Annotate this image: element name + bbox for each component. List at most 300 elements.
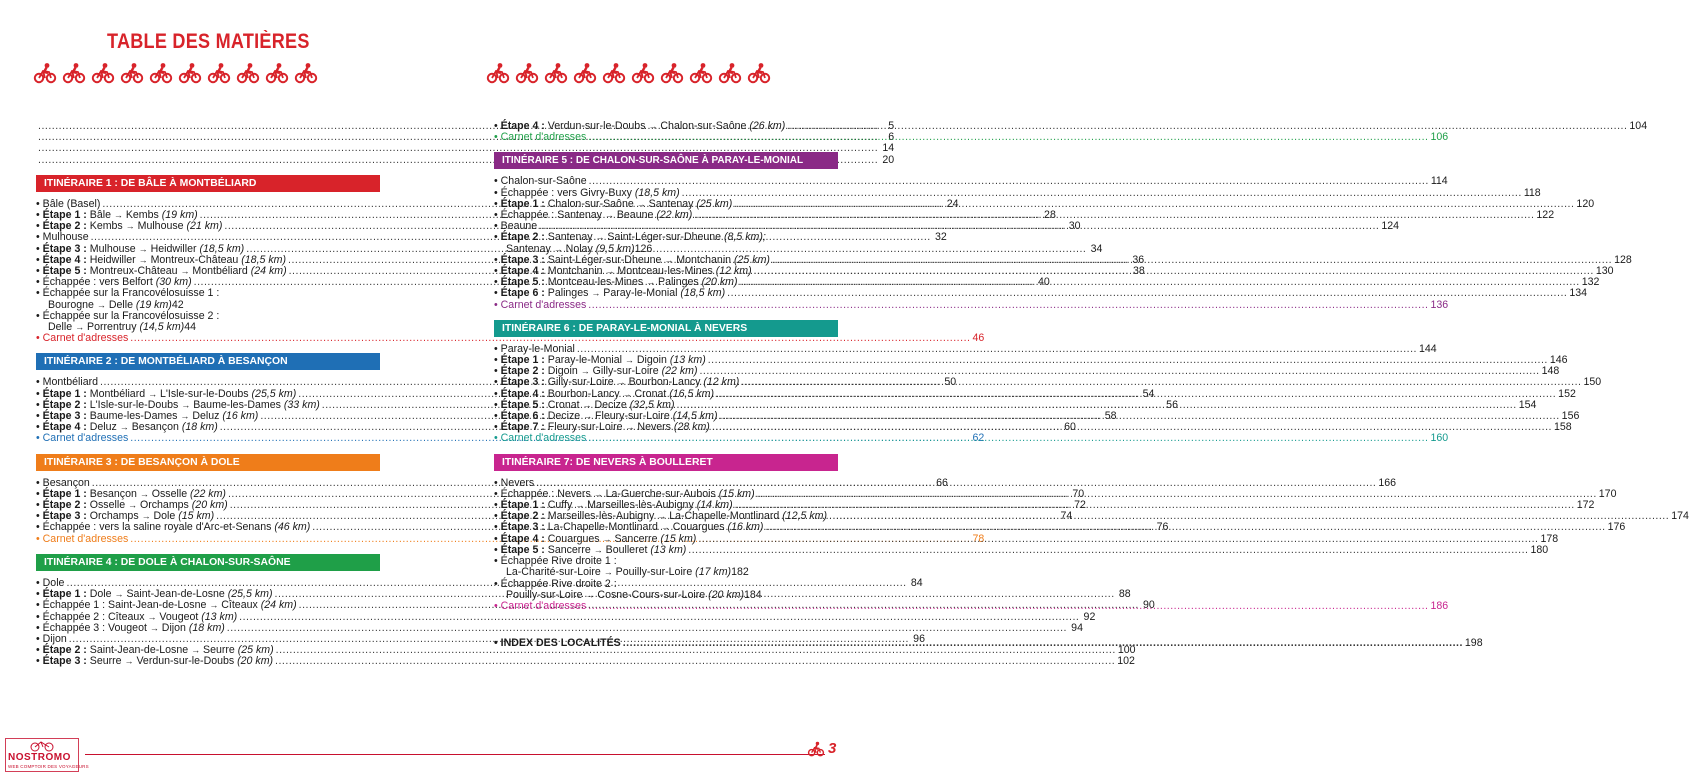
entry-prefix: •: [36, 588, 43, 601]
stage-label: Étape 3 :: [500, 376, 545, 389]
page-number-ref: 58: [1104, 410, 1117, 423]
distance: (18 km): [181, 421, 218, 434]
stage-from: Cuffy: [544, 499, 576, 512]
page-number-ref: 90: [1143, 599, 1155, 612]
stage-to: Heidwiller: [147, 242, 200, 255]
logo-subtitle: WEB COMPTOIR DES VOYAGEURS: [8, 764, 89, 769]
stage-from: Sancerre: [544, 543, 594, 556]
page-number-ref: 30: [1068, 220, 1081, 233]
cyclist-icon: [545, 62, 567, 84]
stage-label: Étape 4 :: [500, 120, 545, 132]
arrow-icon: →: [616, 377, 626, 388]
cyclist-icon: [208, 62, 230, 84]
stage-from: Digoin: [544, 365, 581, 378]
stage-to: Marseilles-lès-Aubigny: [584, 499, 697, 512]
cyclist-icon: [63, 62, 85, 84]
distance: (15 km): [660, 532, 697, 545]
stage-to: Palinges: [655, 276, 702, 289]
arrow-icon: →: [148, 388, 158, 399]
arrow-icon: →: [114, 589, 124, 600]
cyclist-icon: [603, 62, 625, 84]
page-number-ref: 94: [1071, 621, 1083, 634]
stage-label: Étape 6 :: [500, 410, 545, 423]
entry-prefix: • Chalon-sur-Saône: [494, 175, 587, 188]
stage-from: Seurre: [86, 655, 125, 668]
stage-label: Étape 4 :: [500, 532, 545, 545]
stage-label: Étape 4 :: [42, 253, 87, 266]
page-number-ref: 186: [1430, 599, 1449, 612]
page-number-ref: 56: [1166, 398, 1178, 411]
entry-prefix: •: [494, 499, 501, 512]
entry-prefix: • Échappée 1 : Saint-Jean-de-Losne: [36, 599, 210, 612]
itinerary-4-address-book[interactable]: [494, 131, 1449, 144]
page-number-ref: 126: [634, 242, 653, 255]
entry-prefix: •: [36, 655, 43, 668]
entry-text: [36, 656, 273, 667]
stage-from: Bâle: [86, 209, 114, 222]
stage-from: Pouilly-sur-Loire: [506, 588, 586, 601]
distance: (25 km): [734, 253, 770, 266]
page-number-ref: 132: [1581, 276, 1600, 289]
page-number-ref: 146: [1549, 354, 1568, 367]
cyclist-icon: [295, 62, 317, 84]
page-number-ref: 160: [1430, 432, 1449, 445]
arrow-icon: →: [660, 522, 670, 533]
cyclist-icon: [748, 62, 770, 84]
distance: (16 km): [727, 521, 764, 534]
page-number-ref: 54: [1142, 387, 1155, 400]
page-number-ref: 38: [1132, 265, 1145, 278]
entry-prefix: •: [36, 421, 43, 434]
entry-prefix: •: [494, 543, 501, 556]
entry-prefix: • Paray-le-Monial: [494, 342, 575, 355]
stage-to: La-Chapelle-Montlinard: [666, 510, 783, 523]
arrow-icon: →: [113, 210, 123, 221]
stage-to: Orchamps: [137, 499, 192, 512]
page-number-ref: 118: [1523, 186, 1541, 199]
dot-leader: [588, 601, 1428, 612]
cyclist-icon-row-left: [34, 62, 317, 84]
stage-to: Saint-Léger-sur-Dheune: [604, 231, 725, 244]
entry-prefix: • Dijon: [36, 632, 67, 645]
stage-label: Étape 3 :: [500, 521, 545, 534]
stage-to: Verdun-sur-le-Doubs: [133, 655, 238, 668]
arrow-icon: →: [180, 266, 190, 277]
distance: (20 km): [701, 276, 738, 289]
stage-to: Dijon: [158, 621, 189, 634]
cyclist-icon: [719, 62, 741, 84]
page-title: TABLE DES MATIÈRES: [107, 30, 310, 53]
stage-to: Besançon: [128, 421, 182, 434]
address-book-label: • Carnet d'adresses: [36, 332, 129, 345]
page-number-block: [806, 740, 836, 757]
distance: (25 km): [237, 644, 274, 657]
toc-entry[interactable]: [36, 142, 895, 155]
entry-prefix: •: [494, 231, 501, 244]
stage-label: Étape 1 :: [500, 197, 545, 210]
page-number-ref: 174: [1671, 510, 1689, 523]
address-book-label: • Carnet d'adresses: [36, 432, 129, 445]
distance: (26 km): [749, 120, 786, 132]
distance: (14,5 km): [672, 410, 718, 423]
index-label: • INDEX DES LOCALITÉS: [494, 637, 621, 650]
distance: (17 km): [695, 566, 732, 579]
itinerary-5-address-book[interactable]: [494, 298, 1449, 311]
stage-to: Sancerre: [611, 532, 661, 545]
arrow-icon: →: [636, 198, 646, 209]
stage-label: Étape 4 :: [500, 387, 545, 400]
entry-prefix: •: [494, 354, 501, 367]
address-book-label: • Carnet d'adresses: [494, 131, 587, 144]
distance: (13 km): [650, 543, 687, 556]
arrow-icon: →: [582, 399, 592, 410]
page-number-ref: 102: [1117, 655, 1135, 668]
arrow-icon: →: [646, 277, 656, 288]
entry-prefix: •: [494, 510, 501, 523]
entry-prefix: •: [494, 253, 501, 266]
itinerary-1-address-book[interactable]: [36, 332, 985, 345]
page-number-ref: 76: [1156, 521, 1169, 534]
entry-prefix: •: [494, 265, 501, 278]
entry-prefix: •: [494, 398, 501, 411]
page-number-ref: 92: [1083, 610, 1096, 623]
arrow-icon: →: [119, 422, 129, 433]
address-book-label: • Carnet d'adresses: [494, 599, 587, 612]
entry-prefix: •: [494, 387, 501, 400]
nostromo-logo: [5, 738, 89, 772]
stage-from: Dole: [86, 588, 115, 601]
stage-to: Montreux-Château: [147, 253, 242, 266]
cyclist-icon: [487, 62, 509, 84]
escape-right-bank-2[interactable]: • Échappée Rive droite 2 : Pouilly-sur-Loire → Cosne-Cours-sur-Loire (20 km) 184: [494, 577, 762, 601]
distance: (15 km): [718, 487, 755, 500]
entry-text: [36, 522, 310, 533]
stage-from: Delle: [48, 321, 76, 334]
entry-prefix: •: [36, 487, 43, 500]
stage-to: Montbéliard: [189, 265, 251, 278]
arrow-icon: →: [657, 511, 667, 522]
toc-entry[interactable]: [36, 655, 1135, 668]
stage-label: Étape 3 :: [42, 410, 87, 423]
stage-label: Étape 2 :: [42, 644, 87, 657]
distance: (18,5 km): [680, 287, 726, 300]
stage-to: Digoin: [633, 354, 670, 367]
stage-from: Besançon: [86, 487, 140, 500]
stage-to: L'Isle-sur-le-Doubs: [157, 387, 252, 400]
stage-from: Fleury-sur-Loire: [544, 421, 626, 434]
distance: (13 km): [669, 354, 706, 367]
stage-label: Étape 2 :: [500, 365, 545, 378]
entry-prefix: •: [494, 376, 501, 389]
stage-from: Montceau-les-Mines: [544, 276, 647, 289]
logo-name: NOSTROMO: [8, 752, 71, 763]
arrow-icon: →: [138, 243, 148, 254]
distance: (16 km): [222, 410, 259, 423]
stage-label: Étape 3 :: [500, 253, 545, 266]
page-number-ref: 152: [1558, 387, 1576, 400]
stage-to: Cronat: [631, 387, 670, 400]
page-number-ref: 120: [1576, 197, 1595, 210]
arrow-icon: →: [580, 366, 590, 377]
page-number-ref: 50: [944, 376, 957, 389]
stage-label: Étape 2 :: [500, 510, 545, 523]
stage-label: Étape 3 :: [42, 510, 87, 523]
arrow-icon: →: [595, 232, 605, 243]
stage-to: Porrentruy: [84, 321, 140, 334]
page-number-ref: 170: [1598, 487, 1617, 500]
entry-prefix: •: [36, 644, 43, 657]
stage-from: Saint-Léger-sur-Dheune: [544, 253, 665, 266]
stage-from: Decize: [544, 410, 584, 423]
page-number-ref: 28: [1044, 209, 1056, 222]
dot-leader: [765, 522, 1605, 533]
escape-francovelosuisse-1[interactable]: • Échappée sur la Francovélosuisse 1 : Bourogne → Delle (19 km) 42: [36, 287, 220, 311]
page-number-ref: 128: [1614, 253, 1632, 266]
entry-prefix: • Échappée : vers Belfort: [36, 276, 156, 289]
stage-from: Montreux-Château: [86, 265, 181, 278]
stage-to: Couargues: [669, 521, 728, 534]
stage-to: Mulhouse: [134, 220, 187, 233]
distance: (21 km): [186, 220, 223, 233]
stage-to: Deluz: [189, 410, 223, 423]
stage-label: Étape 1 :: [42, 487, 87, 500]
itinerary-5-stage-2[interactable]: [494, 232, 838, 254]
distance: (30 km): [155, 276, 192, 289]
entry-prefix: •: [494, 410, 501, 423]
arrow-icon: →: [575, 500, 585, 511]
stage-label: Étape 3 :: [42, 655, 87, 668]
stage-from: Paray-le-Monial: [544, 354, 625, 367]
dot-leader: [588, 433, 1428, 444]
distance: (22 km): [190, 487, 226, 500]
stage-to: Bourbon-Lancy: [625, 376, 704, 389]
stage-from: Cronat: [544, 398, 583, 411]
page-number-ref: 156: [1561, 410, 1580, 423]
stage-label: Étape 1 :: [500, 499, 545, 512]
escape-right-bank-1[interactable]: • Échappée Rive droite 1 : La-Charité-sur-Loire → Pouilly-sur-Loire (17 km) 182: [494, 555, 749, 579]
stage-label: Étape 2 :: [42, 398, 87, 411]
entry-prefix: •: [36, 398, 43, 411]
stage-to: Beaune: [613, 209, 657, 222]
stage-from: Baume-les-Dames: [86, 410, 181, 423]
stage-from: Deluz: [86, 421, 120, 434]
page-number-ref: 44: [184, 321, 196, 334]
page-number-ref: 166: [1378, 476, 1397, 489]
stage-label: Étape 4 :: [500, 265, 545, 278]
distance: (25,5 km): [251, 387, 297, 400]
distance: (20 km): [708, 588, 745, 601]
page-number-ref: 130: [1595, 265, 1614, 278]
toc-entry[interactable]: [494, 287, 1588, 300]
entry-prefix: •: [494, 532, 501, 545]
stage-label: Étape 1 :: [42, 588, 87, 601]
arrow-icon: →: [209, 600, 219, 611]
entry-prefix: • Besançon: [36, 476, 90, 489]
page-number-ref: 178: [1540, 532, 1559, 545]
page-number-ref: 96: [913, 632, 925, 645]
page-number-ref: 136: [1430, 298, 1449, 311]
distance: (20 km): [237, 655, 274, 668]
arrow-icon: →: [593, 488, 603, 499]
stage-label: Étape 5 :: [42, 265, 87, 278]
entry-prefix: •: [36, 253, 43, 266]
arrow-icon: →: [591, 288, 601, 299]
distance: (25,5 km): [227, 588, 273, 601]
stage-to: Cosne-Cours-sur-Loire: [594, 588, 709, 601]
arrow-icon: →: [128, 500, 138, 511]
stage-from: Palinges: [544, 287, 592, 300]
cyclist-icon: [632, 62, 654, 84]
page-number-ref: 40: [1038, 276, 1050, 289]
arrow-icon: →: [141, 511, 151, 522]
entry-prefix: • Nevers: [494, 476, 535, 489]
stage-from: Bourogne: [48, 298, 97, 311]
page-number-ref: 180: [1530, 543, 1549, 556]
distance: (22 km): [656, 209, 693, 222]
stage-to: La-Guerche-sur-Aubois: [602, 487, 719, 500]
page-number-ref: 124: [1381, 220, 1400, 233]
distance: (18,5 km): [241, 253, 287, 266]
page-number-ref: 172: [1576, 499, 1595, 512]
distance: (19 km): [135, 298, 172, 311]
entry-prefix: • Montbéliard: [36, 376, 99, 389]
distance: (16,5 km): [669, 387, 714, 400]
distance: (9,5 km): [595, 242, 635, 255]
distance: (24 km): [260, 599, 297, 612]
entry-prefix: •: [36, 265, 43, 278]
entry-text: [494, 288, 725, 299]
page-number-ref: 6: [888, 131, 895, 144]
itinerary-2-address-book[interactable]: [36, 432, 985, 445]
stage-to: Kembs: [122, 209, 162, 222]
stage-label: Étape 2 :: [42, 499, 87, 512]
cyclist-icon: [237, 62, 259, 84]
stage-to: Decize: [591, 398, 630, 411]
dot-leader: [741, 377, 1581, 388]
itinerary-3-header: ITINÉRAIRE 3 : DE BESANÇON À DOLE: [36, 454, 380, 471]
entry-prefix: •: [494, 521, 501, 534]
address-book-label: • Carnet d'adresses: [494, 432, 587, 445]
page-number-ref: 60: [1064, 421, 1076, 434]
page-number-ref: 176: [1607, 521, 1626, 534]
page-number-ref: 100: [1117, 644, 1136, 657]
dot-leader: [623, 638, 1463, 649]
arrow-icon: →: [138, 254, 148, 265]
arrow-icon: →: [593, 544, 603, 555]
entry-prefix: • Dole: [36, 576, 65, 589]
stage-from: Gilly-sur-Loire: [544, 376, 617, 389]
stage-to: Santenay: [645, 197, 697, 210]
arrow-icon: →: [124, 656, 134, 667]
entry-prefix: •: [36, 242, 43, 255]
cyclist-icon: [806, 741, 826, 757]
distance: (12 km): [715, 265, 752, 278]
stage-to: Gilly-sur-Loire: [589, 365, 662, 378]
entry-prefix: •: [494, 365, 501, 378]
stage-from: Heidwiller: [86, 253, 139, 266]
entry-prefix: •: [36, 387, 43, 400]
distance: (13 km): [201, 610, 238, 623]
stage-from: La-Chapelle-Montlinard: [544, 521, 661, 534]
cyclist-icon-row-right: [487, 62, 770, 84]
escape-francovelosuisse-2[interactable]: • Échappée sur la Francovélosuisse 2 : Delle → Porrentruy (14,5 km) 44: [36, 309, 220, 334]
stage-to: Boulleret: [602, 543, 651, 556]
arrow-icon: →: [622, 388, 632, 399]
page-number-ref: 36: [1132, 253, 1145, 266]
page-number-ref: 150: [1583, 376, 1602, 389]
itinerary-4-header: ITINÉRAIRE 4 : DE DOLE À CHALON-SUR-SAÔNE: [36, 554, 380, 571]
arrow-icon: →: [553, 243, 563, 254]
distance: (33 km): [283, 398, 320, 411]
itinerary-7-list: [494, 476, 1689, 556]
page-number-ref: 114: [1430, 175, 1448, 188]
page-number-ref: 184: [744, 588, 762, 601]
cyclist-icon: [34, 62, 56, 84]
itinerary-2-header: ITINÉRAIRE 2 : DE MONTBÉLIARD À BESANÇON: [36, 353, 380, 370]
arrow-icon: →: [139, 488, 149, 499]
itinerary-5-header: ITINÉRAIRE 5 : DE CHALON-SUR-SAÔNE À PARAY-LE-MONIAL: [494, 152, 838, 169]
stage-label: Étape 2 :: [42, 220, 87, 233]
entry-prefix: • Beaune: [494, 220, 538, 233]
page-number-ref: 78: [972, 532, 985, 545]
arrow-icon: →: [624, 355, 634, 366]
arrow-icon: →: [604, 210, 614, 221]
page-number-ref: 46: [972, 332, 985, 345]
stage-to: Baume-les-Dames: [190, 398, 284, 411]
arrow-icon: →: [603, 567, 613, 578]
page-number-ref: 84: [910, 576, 923, 589]
stage-to: Seurre: [200, 644, 238, 657]
arrow-icon: →: [125, 221, 135, 232]
page-number-ref: 182: [731, 566, 749, 579]
entry-prefix: • Échappée : vers la saline royale d'Arc-et-Senans: [36, 521, 275, 534]
cyclist-icon: [121, 62, 143, 84]
distance: (15 km): [178, 510, 215, 523]
distance: (32,5 km): [629, 398, 675, 411]
entry-prefix: • Échappée : vers Givry-Buxy: [494, 186, 635, 199]
page-number-ref: 20: [882, 153, 895, 166]
arrow-icon: →: [664, 254, 674, 265]
entry-prefix: •: [494, 197, 501, 210]
page-number-ref: 74: [1060, 510, 1073, 523]
arrow-icon: →: [75, 322, 85, 333]
page-number-ref: 72: [1074, 499, 1086, 512]
stage-from: Bourbon-Lancy: [544, 387, 623, 400]
page-number-ref: 24: [946, 197, 959, 210]
stage-to: Montceau-les-Mines: [614, 265, 716, 278]
page-number-ref: 134: [1569, 287, 1588, 300]
page-number-ref: 198: [1464, 637, 1483, 650]
address-book-label: • Carnet d'adresses: [36, 532, 129, 545]
entry-prefix: •: [36, 510, 43, 523]
dot-leader: [588, 132, 1428, 143]
stage-from: Montchanin: [544, 265, 606, 278]
page-number-ref: 42: [171, 298, 184, 311]
arrow-icon: →: [625, 422, 635, 433]
entry-prefix: • Mulhouse: [36, 231, 89, 244]
distance: (22 km): [661, 365, 698, 378]
entry-prefix: •: [36, 499, 43, 512]
entry-prefix: • Échappée 2 : Cîteaux: [36, 610, 148, 623]
stage-label: Étape 5 :: [500, 398, 545, 411]
distance: (12,5 km): [782, 510, 828, 523]
page-number-ref: 32: [934, 231, 947, 244]
stage-to: Nevers: [634, 421, 674, 434]
page-number-ref: 104: [1629, 120, 1648, 132]
entry-prefix: •: [36, 209, 43, 222]
entry-prefix: • Échappée 3 : Vougeot: [36, 621, 150, 634]
stage-label: Étape 3 :: [42, 242, 87, 255]
